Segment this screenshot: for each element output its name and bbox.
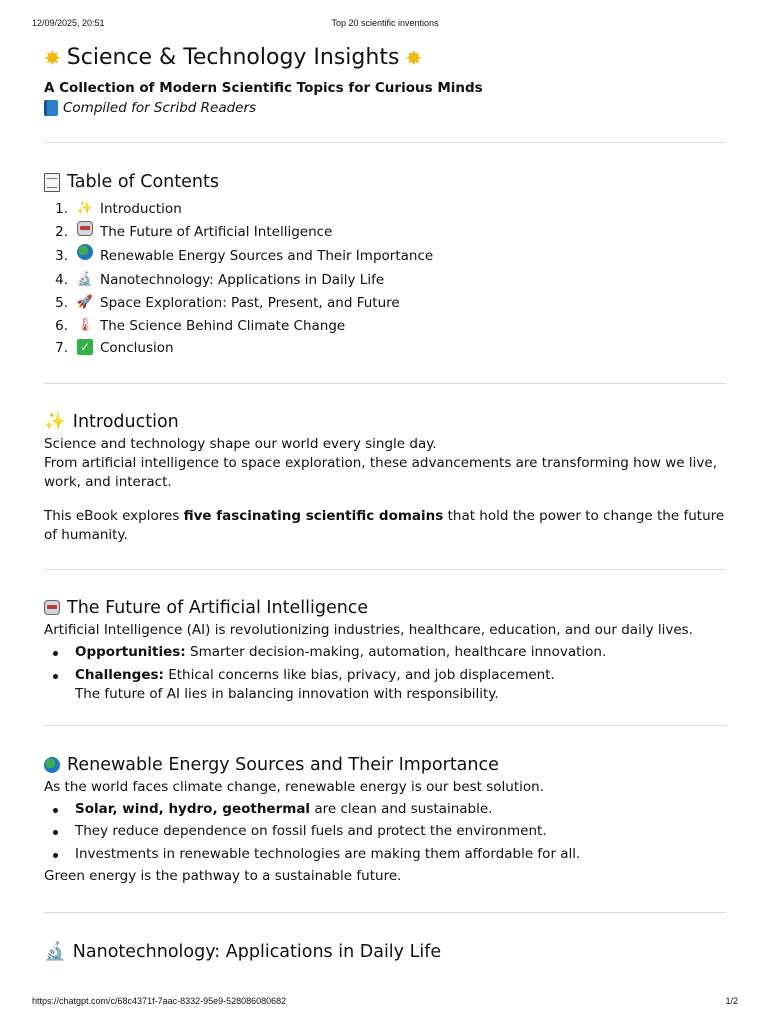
list-item-text: Smarter decision-making, automation, healthcare innovation. <box>185 643 607 660</box>
intro-paragraph <box>44 507 726 545</box>
compiled-note <box>44 98 726 118</box>
sparkle-icon: ✨ <box>76 201 94 216</box>
intro-heading-text: Introduction <box>72 411 179 432</box>
toc-item[interactable] <box>44 221 726 245</box>
toc-heading <box>44 169 726 195</box>
divider <box>44 142 726 143</box>
divider <box>44 569 726 570</box>
document-title-text: Science & Technology Insights <box>66 45 400 70</box>
divider <box>44 383 726 384</box>
energy-lead: As the world faces climate change, renewable energy is our best solution. <box>44 778 545 795</box>
star-icon: ✸ <box>405 46 423 70</box>
intro-heading <box>44 409 726 435</box>
toc-item-number: 5. <box>55 294 68 311</box>
list-item <box>44 666 726 704</box>
energy-heading-text: Renewable Energy Sources and Their Importance <box>67 754 499 775</box>
microscope-icon: 🔬 <box>76 272 94 288</box>
intro-text: This eBook explores <box>44 507 184 524</box>
ai-list <box>44 643 726 704</box>
intro-paragraph <box>44 435 726 492</box>
intro-text: that hold the power to change the future of humanity. <box>44 507 725 543</box>
check-icon: ✓ <box>77 339 93 355</box>
table-of-contents <box>44 198 726 360</box>
toc-item-label: Renewable Energy Sources and Their Importance <box>100 248 434 265</box>
intro-line: From artificial intelligence to space exploration, these advancements are transforming how we live, work, and interact. <box>44 454 717 490</box>
list-item: They reduce dependence on fossil fuels and protect the environment. <box>44 822 726 841</box>
toc-item[interactable] <box>44 198 726 221</box>
toc-item-label: Conclusion <box>100 340 174 357</box>
memo-icon <box>44 173 60 192</box>
microscope-icon: 🔬 <box>44 942 66 963</box>
divider <box>44 912 726 913</box>
robot-icon <box>44 600 60 615</box>
toc-item[interactable] <box>44 244 726 269</box>
toc-item-number: 1. <box>55 201 68 217</box>
toc-item[interactable] <box>44 315 726 338</box>
document-title <box>44 42 726 74</box>
toc-item-label: The Science Behind Climate Change <box>100 317 346 334</box>
toc-item-label: Introduction <box>100 201 182 217</box>
toc-item[interactable] <box>44 337 726 360</box>
list-item-text: are clean and sustainable. <box>310 800 493 817</box>
toc-item-label: The Future of Artificial Intelligence <box>100 224 333 241</box>
nano-heading <box>44 939 726 965</box>
globe-icon <box>77 244 93 260</box>
list-item-label: Solar, wind, hydro, geothermal <box>75 800 311 817</box>
energy-list <box>44 800 726 864</box>
print-datetime: 12/09/2025, 20:51 <box>32 18 105 28</box>
star-icon: ✸ <box>44 46 61 70</box>
intro-line: Science and technology shape our world every single day. <box>44 435 437 452</box>
energy-heading <box>44 752 726 778</box>
intro-bold-text: five fascinating scientific domains <box>183 507 444 524</box>
book-icon <box>44 100 58 116</box>
document-subtitle: A Collection of Modern Scientific Topics for Curious Minds <box>44 80 483 96</box>
list-item-text: Ethical concerns like bias, privacy, and job displacement. <box>163 666 555 683</box>
toc-heading-text: Table of Contents <box>67 172 219 192</box>
divider <box>44 725 726 726</box>
ai-heading <box>44 595 726 621</box>
list-item: Investments in renewable technologies are making them affordable for all. <box>44 845 726 864</box>
list-item-text: The future of AI lies in balancing innovation with responsibility. <box>75 685 499 702</box>
energy-closing: Green energy is the pathway to a sustainable future. <box>44 868 402 885</box>
print-page-title: Top 20 scientific inventions <box>331 18 439 28</box>
ai-lead: Artificial Intelligence (AI) is revolutionizing industries, healthcare, education, and our daily lives. <box>44 621 693 638</box>
list-item <box>44 800 726 819</box>
toc-item-label: Space Exploration: Past, Present, and Future <box>100 294 400 311</box>
print-page-number: 1/2 <box>725 996 738 1006</box>
globe-icon <box>44 757 60 773</box>
toc-item-label: Nanotechnology: Applications in Daily Life <box>100 272 385 289</box>
list-item <box>44 643 726 662</box>
compiled-note-text: Compiled for Scribd Readers <box>63 100 257 116</box>
toc-item[interactable] <box>44 269 726 292</box>
toc-item-number: 3. <box>55 248 68 265</box>
toc-item[interactable] <box>44 292 726 315</box>
toc-item-number: 2. <box>55 224 68 241</box>
toc-item-number: 7. <box>55 340 68 357</box>
nano-heading-text: Nanotechnology: Applications in Daily Life <box>72 942 442 963</box>
thermometer-icon: 🌡 <box>76 317 94 333</box>
list-item-label: Challenges: <box>75 666 164 683</box>
sparkle-icon: ✨ <box>44 411 66 432</box>
robot-icon <box>77 221 93 236</box>
ai-heading-text: The Future of Artificial Intelligence <box>67 597 369 618</box>
document-body <box>44 42 726 965</box>
rocket-icon: 🚀 <box>76 294 94 310</box>
toc-item-number: 4. <box>55 272 68 289</box>
list-item-label: Opportunities: <box>75 643 186 660</box>
print-url: https://chatgpt.com/c/68c4371f-7aac-8332-95e9-528086080682 <box>32 996 287 1006</box>
toc-item-number: 6. <box>55 317 68 334</box>
